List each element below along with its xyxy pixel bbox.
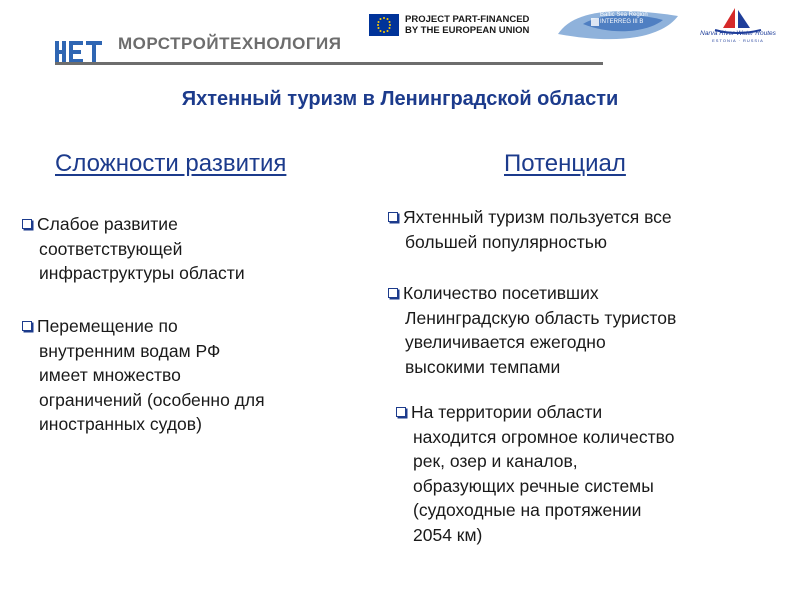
bullet-line: Яхтенный туризм пользуется все xyxy=(403,207,672,227)
interreg-line-1: Baltic Sea Region xyxy=(600,12,648,18)
right-bullet-1 xyxy=(388,205,672,254)
bullet-line: иностранных судов) xyxy=(39,414,202,434)
bullet-line: увеличивается ежегодно xyxy=(405,332,606,352)
bullet-line: 2054 км) xyxy=(413,524,483,545)
bullet-line: находится огромное количество xyxy=(413,426,675,447)
narva-subtitle: ESTONIA · RUSSIA xyxy=(712,38,764,43)
bullet-line: Количество посетивших xyxy=(403,283,599,303)
left-column-heading: Сложности развития xyxy=(55,150,287,177)
eu-line-2: BY THE EUROPEAN UNION xyxy=(405,25,530,36)
checkbox-bullet-icon xyxy=(388,288,398,298)
bullet-line: внутренним водам РФ xyxy=(39,340,221,361)
bullet-line: соответствующей xyxy=(39,238,183,259)
narva-name: Narva River Water Routes xyxy=(700,30,776,37)
bullet-line: Слабое развитие xyxy=(37,214,178,234)
bullet-line: рек, озер и каналов, xyxy=(413,451,578,471)
header-divider xyxy=(55,62,603,65)
bullet-line: На территории области xyxy=(411,402,603,422)
left-bullet-1 xyxy=(22,212,245,286)
interreg-line-2: INTERREG III B xyxy=(600,19,644,25)
eu-line-1: PROJECT PART-FINANCED xyxy=(405,14,530,25)
checkbox-bullet-icon xyxy=(22,219,32,229)
company-name: МОРСТРОЙТЕХНОЛОГИЯ xyxy=(118,34,342,53)
checkbox-bullet-icon xyxy=(396,407,406,417)
bullet-line: образующих речные системы xyxy=(413,475,654,496)
right-bullet-3 xyxy=(396,400,674,547)
company-logo-icon xyxy=(55,35,110,65)
right-column-heading: Потенциал xyxy=(504,150,626,177)
bullet-line: Ленинградскую область туристов xyxy=(405,307,677,328)
bullet-line: Перемещение по xyxy=(37,316,178,336)
bullet-line: (судоходные на протяжении xyxy=(413,500,642,520)
page-title: Яхтенный туризм в Ленинградской области xyxy=(181,88,619,110)
checkbox-bullet-icon xyxy=(388,212,398,222)
eu-flag-icon xyxy=(369,14,399,36)
checkbox-bullet-icon xyxy=(22,321,32,331)
right-bullet-2 xyxy=(388,281,676,379)
bullet-line: высокими темпами xyxy=(405,356,561,377)
eu-funding-text xyxy=(405,14,529,36)
bullet-line: имеет множество xyxy=(39,365,181,385)
interreg-text xyxy=(600,12,648,26)
bullet-line: инфраструктуры области xyxy=(39,263,245,283)
bullet-line: ограничений (особенно для xyxy=(39,389,265,410)
left-bullet-2 xyxy=(22,314,265,437)
bullet-line: большей популярностью xyxy=(405,231,607,252)
